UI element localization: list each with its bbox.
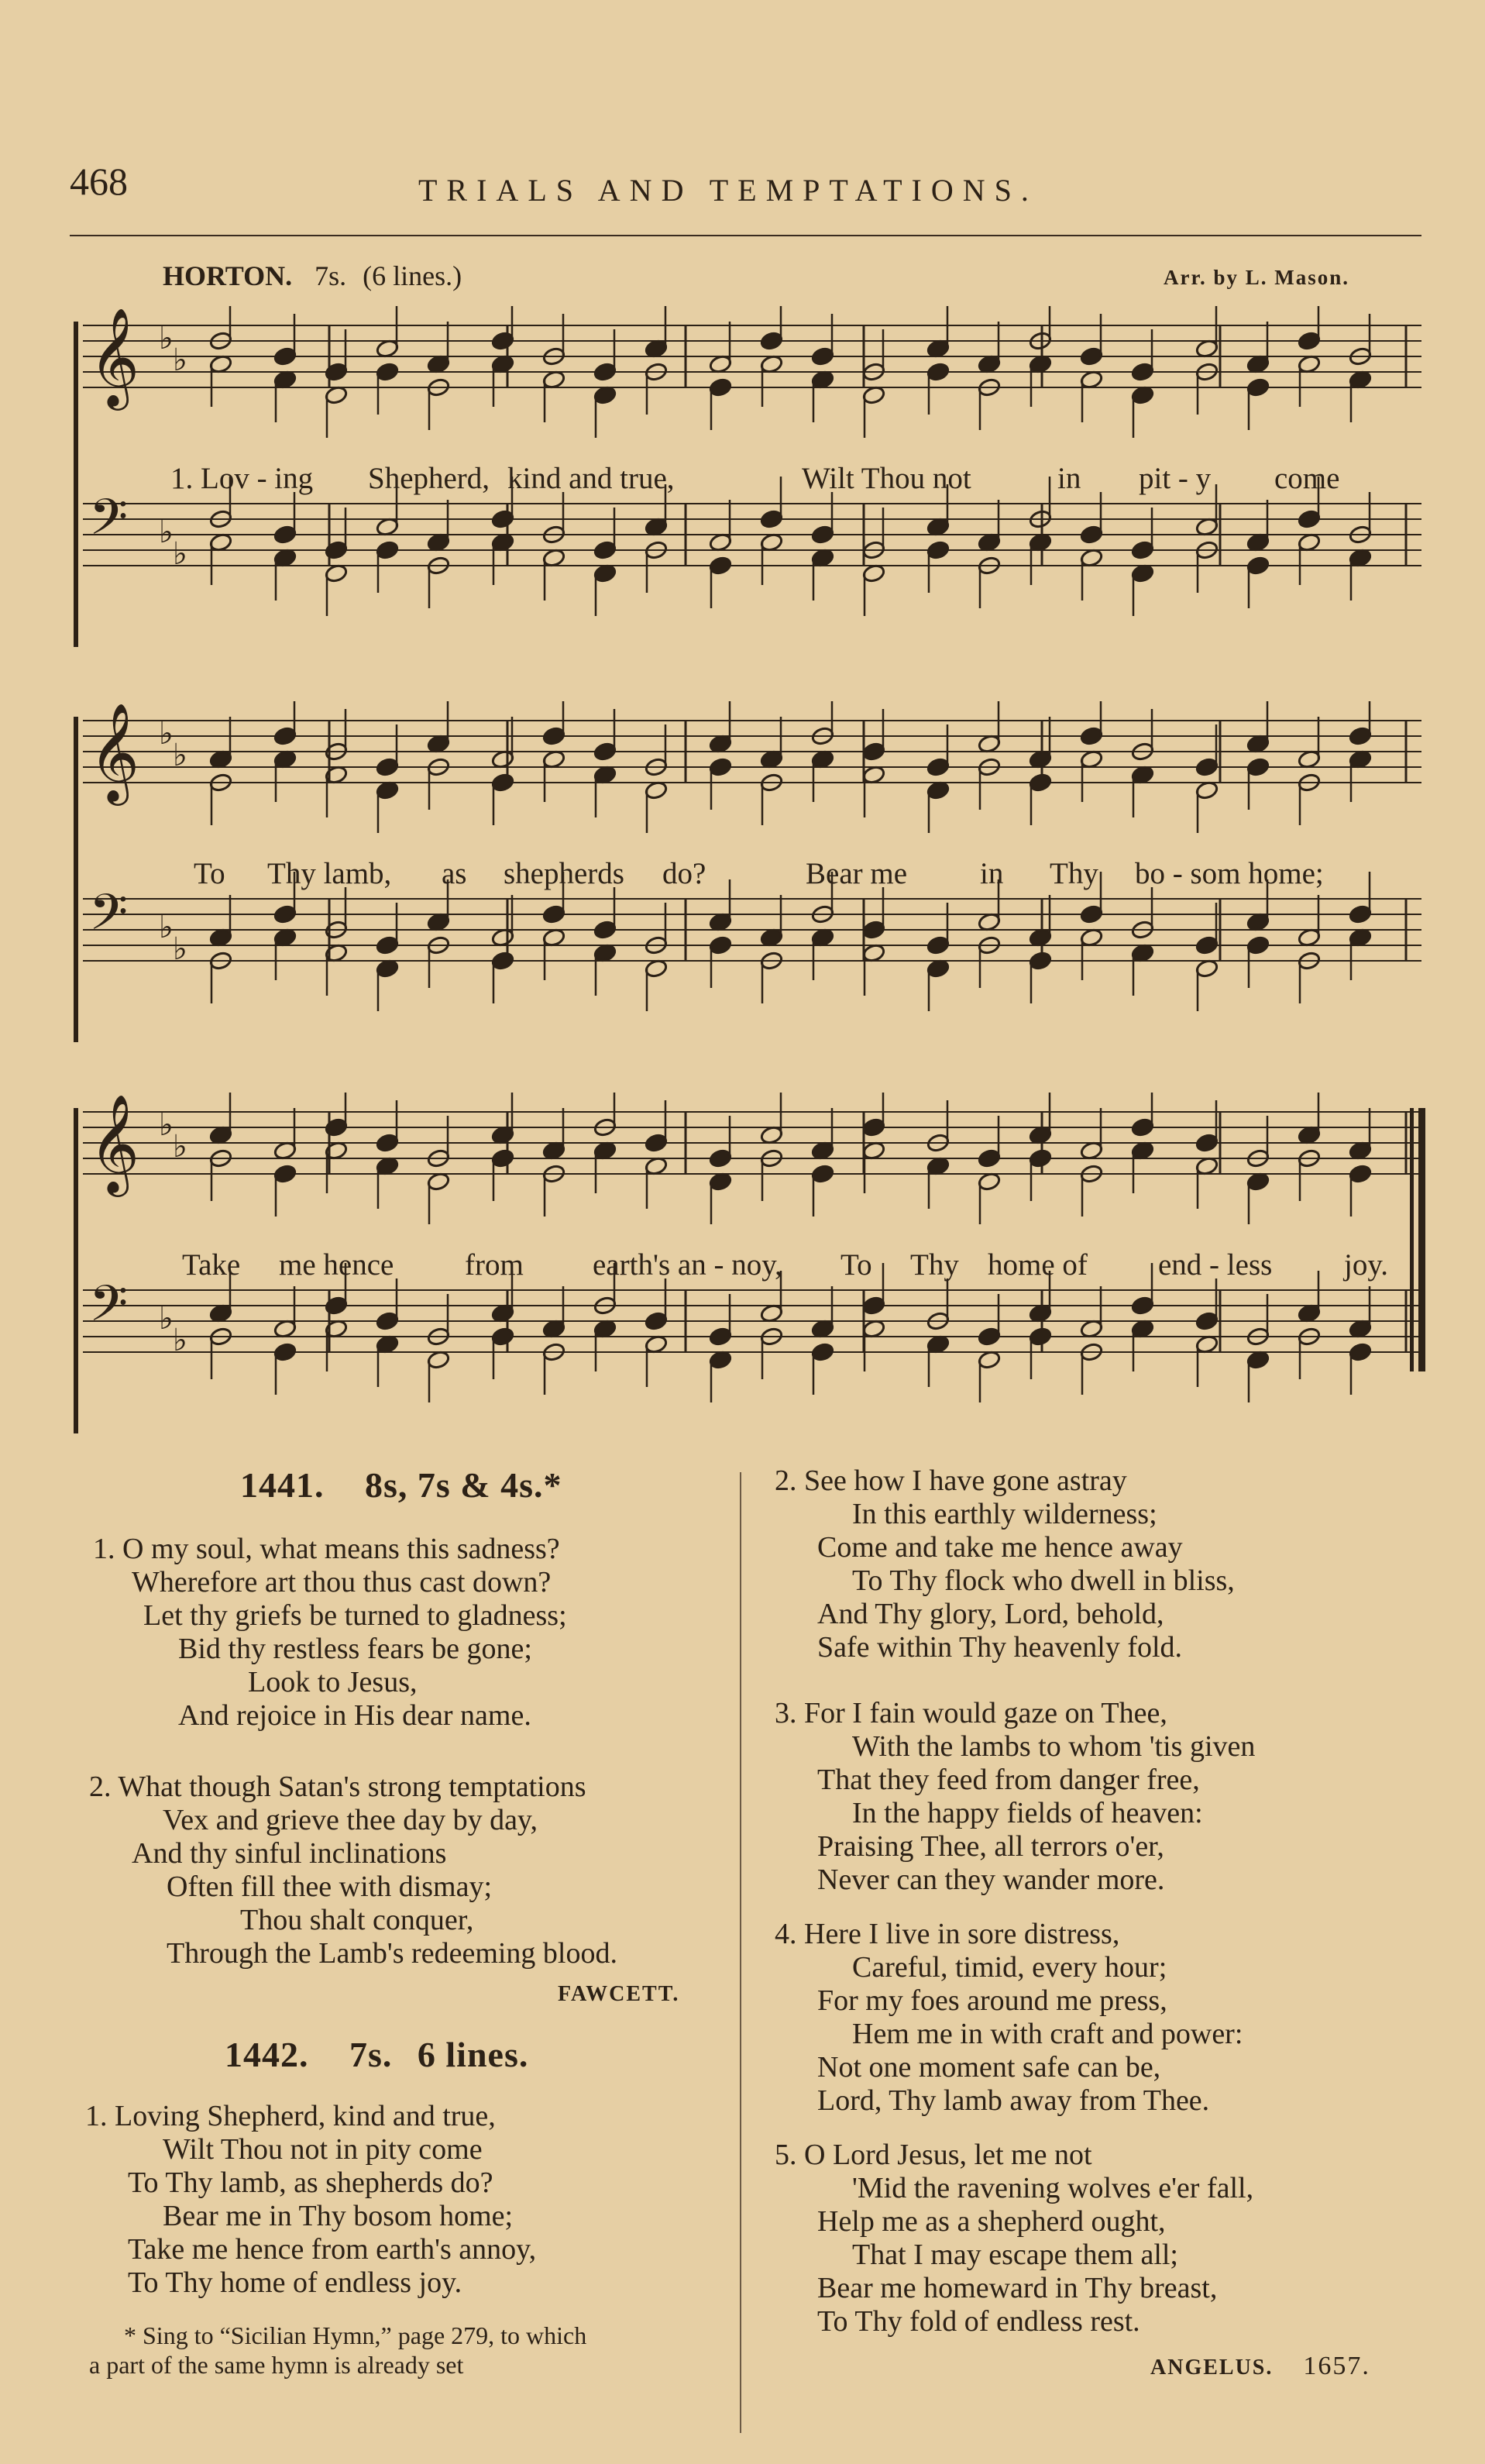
verse-line: 1. Loving Shepherd, kind and true, — [85, 2100, 496, 2132]
flat-icon: ♭ — [173, 536, 187, 572]
verse-line: Wilt Thou not in pity come — [163, 2133, 483, 2166]
tune-name: HORTON. — [163, 260, 293, 291]
lyric: Thy — [910, 1248, 959, 1282]
note-head — [926, 362, 950, 382]
note-head — [1131, 1296, 1155, 1316]
verse-line: With the lambs to whom 'tis given — [852, 1730, 1256, 1763]
lyric: earth's an - noy, — [593, 1248, 782, 1282]
verse-line: In the happy fields of heaven: — [852, 1797, 1203, 1829]
verse-line: Often fill thee with dismay; — [167, 1870, 493, 1903]
footnote — [89, 2321, 586, 2380]
lyric: kind and true, — [507, 462, 675, 495]
lyric-line-2 — [74, 856, 1429, 895]
note-head — [593, 540, 617, 560]
note-head — [1080, 904, 1104, 924]
note-head — [491, 1327, 515, 1347]
verse-line: Bear me homeward in Thy breast, — [817, 2272, 1218, 2304]
author-name: ANGELUS. — [1150, 2356, 1274, 2380]
flat-icon: ♭ — [159, 910, 174, 945]
flat-icon: ♭ — [159, 1107, 174, 1143]
verse-line: Let thy griefs be turned to gladness; — [143, 1599, 567, 1632]
lyric: To — [194, 857, 225, 890]
note-head — [645, 1311, 669, 1331]
note-head — [273, 904, 297, 924]
hymn-number: 1442. — [225, 2035, 309, 2074]
note-head — [325, 362, 349, 382]
note-head — [325, 1296, 349, 1316]
final-bar-line — [1410, 1108, 1414, 1371]
note-head — [376, 935, 400, 955]
verse-line: 'Mid the ravening wolves e'er fall, — [852, 2172, 1254, 2204]
verse-line: To Thy lamb, as shepherds do? — [128, 2166, 493, 2199]
verse-line: And rejoice in His dear name. — [178, 1699, 531, 1732]
flat-icon: ♭ — [173, 1129, 187, 1165]
lyric: bo - som home; — [1135, 857, 1324, 890]
note-head — [1080, 346, 1104, 367]
bass-clef-icon: 𝄢 — [89, 1275, 129, 1345]
lyric: shepherds — [504, 857, 624, 890]
music-system-3 — [74, 1093, 1429, 1449]
music-system-1 — [74, 306, 1429, 662]
note-head — [1029, 1327, 1053, 1347]
hymn-lines: 6 lines. — [417, 2035, 529, 2074]
lyric-line-3 — [74, 1247, 1429, 1286]
note-head — [491, 1148, 515, 1168]
lyric: Bear me — [806, 857, 908, 890]
lyric: joy. — [1344, 1248, 1389, 1282]
hymn-meter: 7s. — [349, 2035, 393, 2074]
verse-line: Bid thy restless fears be gone; — [178, 1633, 532, 1665]
hymn-1441-stanza-3 — [775, 1464, 1235, 1664]
treble-staff — [83, 306, 1421, 438]
verse-line: Thou shalt conquer, — [240, 1904, 474, 1936]
note-head — [1131, 1117, 1155, 1137]
running-head: TRIALS AND TEMPTATIONS. — [418, 173, 1038, 208]
note-head — [491, 773, 515, 793]
verse-line: 3. For I fain would gaze on Thee, — [775, 1697, 1167, 1729]
note-head — [1298, 331, 1322, 351]
lyric: me hence — [279, 1248, 394, 1282]
note-head — [709, 377, 733, 397]
note-head — [1080, 726, 1104, 746]
verse-line: And Thy glory, Lord, behold, — [817, 1598, 1164, 1630]
note-head — [273, 1164, 297, 1184]
hymn-1442-stanza-1 — [85, 2100, 536, 2300]
lyric: Thy — [1050, 857, 1098, 890]
note-head — [811, 1342, 835, 1362]
note-head — [760, 331, 784, 351]
tune-arranger: Arr. by L. Mason. — [1163, 266, 1349, 289]
note-head — [273, 346, 297, 367]
note-head — [1131, 540, 1155, 560]
verse-line: In this earthly wilderness; — [852, 1498, 1157, 1530]
verse-line: Praising Thee, all terrors o'er, — [817, 1830, 1164, 1863]
lyric: Wilt Thou not — [802, 462, 971, 495]
note-head — [1195, 935, 1219, 955]
note-head — [376, 1311, 400, 1331]
verse-line: Wherefore art thou thus cast down? — [132, 1566, 552, 1599]
verse-line: Lord, Thy lamb away from Thee. — [817, 2084, 1210, 2117]
flat-icon: ♭ — [159, 1301, 174, 1337]
note-head — [862, 742, 886, 762]
flat-icon: ♭ — [159, 321, 174, 356]
verse-line: To Thy fold of endless rest. — [817, 2305, 1140, 2338]
verse-line: Take me hence from earth's annoy, — [128, 2233, 537, 2266]
note-head — [926, 935, 950, 955]
note-head — [1246, 935, 1270, 955]
verse-line: That they feed from danger free, — [817, 1764, 1200, 1796]
treble-staff — [83, 1093, 1421, 1224]
treble-clef-icon: 𝄞 — [89, 307, 140, 406]
note-head — [926, 757, 950, 777]
page-number: 468 — [70, 160, 128, 203]
note-head — [273, 1342, 297, 1362]
tune-lines: (6 lines.) — [363, 260, 462, 291]
music-system-2 — [74, 701, 1429, 1058]
note-head — [978, 1148, 1002, 1168]
treble-clef-icon: 𝄞 — [89, 1093, 140, 1192]
verse-line: Bear me in Thy bosom home; — [163, 2200, 514, 2232]
bass-clef-icon: 𝄢 — [89, 884, 129, 954]
footnote-line: * Sing to “Sicilian Hymn,” page 279, to which — [124, 2321, 587, 2349]
note-head — [491, 331, 515, 351]
verse-line: Safe within Thy heavenly fold. — [817, 1631, 1183, 1664]
lyric: Thy lamb, — [267, 857, 392, 890]
hymn-number: 1441. — [240, 1465, 325, 1505]
verse-line: Never can they wander more. — [817, 1863, 1165, 1896]
verse-line: 4. Here I live in sore distress, — [775, 1918, 1120, 1950]
treble-staff — [83, 701, 1421, 833]
note-head — [273, 525, 297, 545]
hymn-1441-stanza-2 — [89, 1771, 617, 1970]
note-head — [325, 540, 349, 560]
note-head — [593, 362, 617, 382]
note-head — [376, 757, 400, 777]
note-head — [709, 556, 733, 576]
flat-icon: ♭ — [159, 716, 174, 752]
note-head — [862, 920, 886, 940]
lyric: come — [1274, 462, 1340, 495]
verse-line: 2. See how I have gone astray — [775, 1464, 1127, 1497]
note-head — [1349, 726, 1373, 746]
note-head — [709, 1327, 733, 1347]
note-head — [376, 540, 400, 560]
note-head — [1080, 525, 1104, 545]
note-head — [1029, 773, 1053, 793]
verse-line: Careful, timid, every hour; — [852, 1951, 1167, 1984]
note-head — [491, 951, 515, 971]
hymn-1441-stanza-6 — [775, 2139, 1253, 2338]
hymn-1442-title — [225, 2034, 528, 2075]
note-head — [1246, 556, 1270, 576]
note-head — [1195, 757, 1219, 777]
flat-icon: ♭ — [173, 931, 187, 967]
note-head — [978, 1327, 1002, 1347]
note-head — [542, 726, 566, 746]
lyric: 1. Lov - ing — [170, 462, 314, 495]
footnote-line: a part of the same hymn is already set — [89, 2351, 464, 2379]
verse-line: And thy sinful inclinations — [132, 1837, 447, 1870]
treble-clef-icon: 𝄞 — [89, 702, 140, 801]
hymn-author-angelus — [1150, 2352, 1370, 2381]
note-head — [709, 1148, 733, 1168]
note-head — [593, 920, 617, 940]
lyric: do? — [662, 857, 706, 890]
note-head — [1029, 1148, 1053, 1168]
verse-line: To Thy home of endless joy. — [128, 2266, 462, 2299]
final-bar-line — [1418, 1108, 1425, 1371]
lyric: Shepherd, — [368, 462, 490, 495]
note-head — [542, 904, 566, 924]
note-head — [593, 742, 617, 762]
note-head — [709, 757, 733, 777]
lyric: pit - y — [1139, 462, 1212, 495]
note-head — [1195, 1311, 1219, 1331]
header-rule — [70, 235, 1421, 236]
verse-line: Vex and grieve thee day by day, — [163, 1804, 538, 1836]
lyric: in — [1057, 462, 1081, 495]
hymn-meter: 8s, 7s & 4s.* — [365, 1465, 562, 1505]
verse-line: 1. O my soul, what means this sadness? — [93, 1533, 560, 1565]
note-head — [491, 509, 515, 529]
note-head — [709, 935, 733, 955]
flat-icon: ♭ — [173, 738, 187, 773]
note-head — [376, 362, 400, 382]
note-head — [811, 1164, 835, 1184]
column-divider — [740, 1472, 741, 2433]
verse-line: Come and take me hence away — [817, 1531, 1183, 1564]
note-head — [645, 1133, 669, 1153]
flat-icon: ♭ — [173, 342, 187, 378]
note-head — [862, 1117, 886, 1137]
lyric: end - less — [1158, 1248, 1273, 1282]
note-head — [760, 509, 784, 529]
hymn-1441-stanza-5 — [775, 1918, 1243, 2118]
verse-line: To Thy flock who dwell in bliss, — [852, 1564, 1235, 1597]
note-head — [811, 525, 835, 545]
lyric: home of — [988, 1248, 1088, 1282]
bass-clef-icon: 𝄢 — [89, 489, 129, 559]
note-head — [1298, 509, 1322, 529]
verse-line: 2. What though Satan's strong temptations — [89, 1771, 586, 1803]
verse-line: Help me as a shepherd ought, — [817, 2205, 1166, 2238]
note-head — [811, 346, 835, 367]
hymn-1441-stanza-1 — [93, 1533, 567, 1733]
note-head — [1029, 951, 1053, 971]
tune-header — [163, 260, 462, 292]
note-head — [325, 1117, 349, 1137]
tune-meter: 7s. — [315, 260, 347, 291]
verse-line: Through the Lamb's redeeming blood. — [167, 1937, 617, 1970]
note-head — [1349, 1342, 1373, 1362]
lyric-line-1 — [74, 461, 1429, 500]
lyric: as — [442, 857, 467, 890]
note-head — [1246, 377, 1270, 397]
lyric: To — [840, 1248, 872, 1282]
note-head — [376, 1133, 400, 1153]
note-head — [926, 540, 950, 560]
verse-line: For my foes around me press, — [817, 1984, 1167, 2017]
note-head — [1349, 1164, 1373, 1184]
note-head — [1246, 757, 1270, 777]
verse-line: That I may escape them all; — [852, 2239, 1178, 2271]
note-head — [1349, 904, 1373, 924]
hymn-1441-title — [240, 1464, 562, 1506]
flat-icon: ♭ — [159, 514, 174, 550]
hymn-1441-stanza-4 — [775, 1697, 1255, 1897]
cross-reference-number: 1657. — [1303, 2352, 1370, 2380]
flat-icon: ♭ — [173, 1323, 187, 1358]
verse-line: Look to Jesus, — [248, 1666, 418, 1698]
hymn-1441-author: FAWCETT. — [558, 1982, 680, 2006]
note-head — [862, 1296, 886, 1316]
note-head — [273, 726, 297, 746]
note-head — [1195, 1133, 1219, 1153]
verse-line: Hem me in with craft and power: — [852, 2018, 1243, 2050]
verse-line: 5. O Lord Jesus, let me not — [775, 2139, 1092, 2171]
lyric: from — [465, 1248, 524, 1282]
note-head — [1131, 362, 1155, 382]
lyric: in — [980, 857, 1004, 890]
lyric: Take — [182, 1248, 241, 1282]
verse-line: Not one moment safe can be, — [817, 2051, 1161, 2084]
